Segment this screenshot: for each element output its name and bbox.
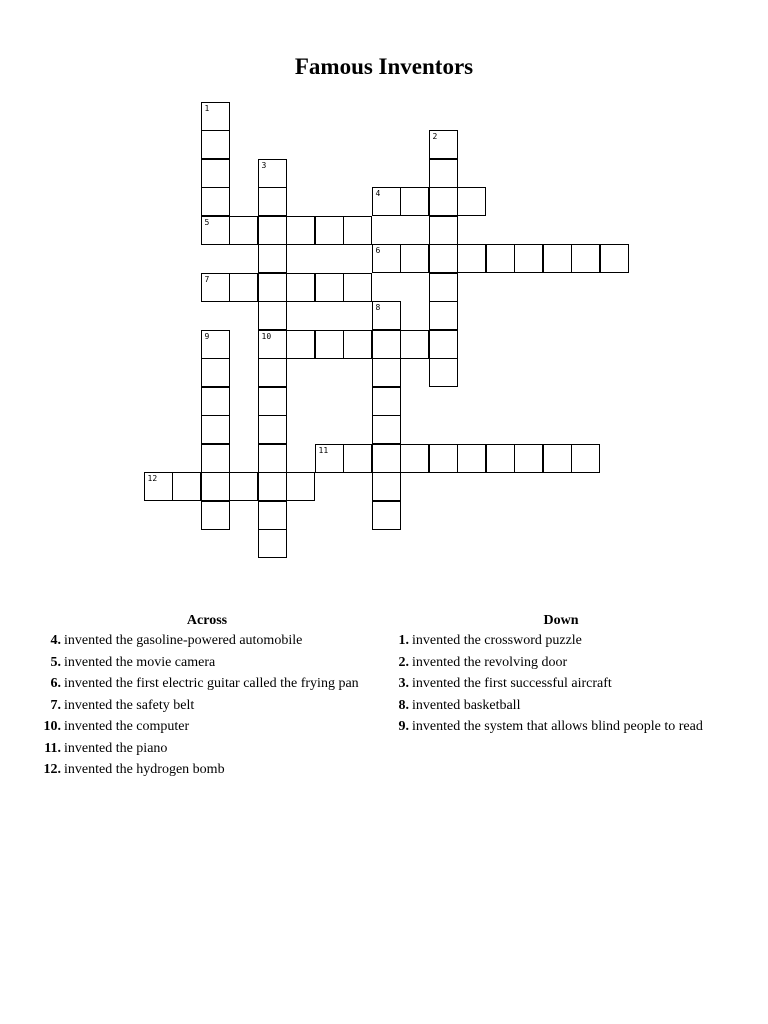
grid-cell[interactable] [457, 187, 486, 216]
grid-cell[interactable] [514, 244, 543, 273]
clue-number: 6. [50, 676, 61, 691]
down-heading: Down [543, 613, 579, 628]
clue-down-8 [388, 697, 738, 715]
grid-cell[interactable] [343, 330, 372, 359]
clue-across-10 [40, 718, 365, 736]
grid-cell[interactable] [571, 444, 600, 473]
clue-down-3 [388, 675, 738, 693]
grid-cell[interactable] [315, 330, 344, 359]
grid-cell[interactable] [229, 273, 258, 302]
grid-cell[interactable] [201, 273, 230, 302]
grid-cell[interactable] [144, 472, 173, 501]
grid-cell[interactable] [201, 472, 230, 501]
grid-cell[interactable] [372, 472, 401, 501]
grid-cell[interactable] [258, 244, 287, 273]
clue-across-11 [40, 740, 365, 758]
grid-cell[interactable] [201, 159, 230, 188]
cell-number: 2 [432, 132, 438, 141]
grid-cell[interactable] [400, 330, 429, 359]
clue-across-7 [40, 697, 365, 715]
cell-number: 8 [375, 303, 381, 312]
grid-cell[interactable] [372, 330, 401, 359]
cell-number: 6 [375, 246, 381, 255]
clue-text: invented the movie camera [64, 654, 216, 670]
grid-cell[interactable] [201, 444, 230, 473]
clue-down-9 [388, 718, 738, 736]
grid-cell[interactable] [400, 444, 429, 473]
clue-number: 7. [50, 697, 61, 713]
grid-cell[interactable] [457, 444, 486, 473]
clue-text: invented the gasoline-powered automobile [64, 633, 303, 648]
grid-cell[interactable] [315, 216, 344, 245]
grid-cell[interactable] [258, 330, 287, 359]
grid-cell[interactable] [372, 358, 401, 387]
grid-cell[interactable] [429, 244, 458, 273]
grid-cell[interactable] [429, 130, 458, 159]
grid-cell[interactable] [258, 358, 287, 387]
grid-cell[interactable] [258, 387, 287, 416]
grid-cell[interactable] [343, 444, 372, 473]
clue-text: invented the revolving door [412, 654, 568, 670]
clue-across-6 [40, 675, 365, 693]
grid-cell[interactable] [429, 330, 458, 359]
clue-number: 12. [43, 762, 61, 777]
grid-cell[interactable] [315, 273, 344, 302]
clue-text: invented the hydrogen bomb [64, 762, 225, 777]
cell-number: 10 [261, 331, 272, 341]
grid-cell[interactable] [258, 529, 287, 558]
grid-cell[interactable] [201, 187, 230, 216]
clue-across-12 [40, 761, 365, 779]
grid-cell[interactable] [343, 216, 372, 245]
grid-cell[interactable] [372, 387, 401, 416]
clue-across-5 [40, 654, 365, 672]
grid-cell[interactable] [400, 187, 429, 216]
cell-number: 11 [318, 445, 329, 455]
clue-number: 3. [398, 676, 409, 691]
grid-cell[interactable] [543, 444, 572, 473]
grid-cell[interactable] [286, 273, 315, 302]
clue-number: 11. [44, 740, 61, 756]
grid-cell[interactable] [258, 415, 287, 444]
grid-cell[interactable] [486, 444, 515, 473]
clue-number: 4. [50, 633, 61, 648]
grid-cell[interactable] [201, 216, 230, 245]
grid-cell[interactable] [201, 358, 230, 387]
grid-cell[interactable] [315, 444, 344, 473]
clue-number: 2. [398, 654, 409, 670]
grid-cell[interactable] [286, 216, 315, 245]
grid-cell[interactable] [258, 273, 287, 302]
grid-cell[interactable] [457, 244, 486, 273]
grid-cell[interactable] [201, 130, 230, 159]
clue-number: 9. [398, 719, 409, 734]
grid-cell[interactable] [201, 501, 230, 530]
grid-cell[interactable] [258, 444, 287, 473]
grid-cell[interactable] [258, 159, 287, 188]
grid-cell[interactable] [372, 501, 401, 530]
across-heading: Across [186, 613, 228, 628]
cell-number: 3 [261, 160, 267, 170]
clue-number: 1. [398, 633, 409, 648]
clue-text: invented the crossword puzzle [412, 633, 582, 648]
clue-text: invented the computer [64, 719, 190, 734]
clue-number: 10. [43, 719, 61, 734]
grid-cell[interactable] [343, 273, 372, 302]
clue-down-2 [388, 654, 738, 672]
grid-cell[interactable] [372, 301, 401, 330]
clue-text: invented the system that allows blind people to read [412, 719, 703, 734]
grid-cell[interactable] [400, 244, 429, 273]
grid-cell[interactable] [258, 472, 287, 501]
clue-text: invented the first electric guitar called the frying pan [64, 676, 359, 691]
cell-number: 5 [204, 217, 210, 227]
grid-cell[interactable] [429, 358, 458, 387]
grid-cell[interactable] [543, 244, 572, 273]
across-clues [40, 612, 365, 783]
grid-cell[interactable] [201, 330, 230, 359]
clue-across-4 [40, 632, 365, 650]
puzzle-title: Famous Inventors [294, 54, 474, 79]
grid-cell[interactable] [229, 216, 258, 245]
grid-cell[interactable] [258, 216, 287, 245]
grid-cell[interactable] [429, 444, 458, 473]
down-clues [388, 612, 738, 740]
grid-cell[interactable] [372, 187, 401, 216]
grid-cell[interactable] [372, 444, 401, 473]
grid-cell[interactable] [486, 244, 515, 273]
grid-cell[interactable] [258, 501, 287, 530]
grid-cell[interactable] [429, 187, 458, 216]
grid-cell[interactable] [571, 244, 600, 273]
cell-number: 7 [204, 274, 210, 284]
grid-cell[interactable] [429, 301, 458, 330]
cell-number: 1 [204, 103, 210, 113]
grid-cell[interactable] [372, 415, 401, 444]
clue-number: 8. [398, 697, 409, 713]
grid-cell[interactable] [286, 330, 315, 359]
grid-cell[interactable] [429, 216, 458, 245]
grid-cell[interactable] [600, 244, 629, 273]
clue-text: invented the first successful aircraft [412, 676, 612, 691]
grid-cell[interactable] [514, 444, 543, 473]
cell-number: 9 [204, 331, 210, 341]
grid-cell[interactable] [429, 159, 458, 188]
clue-text: invented the piano [64, 740, 168, 756]
cell-number: 4 [375, 189, 381, 198]
grid-cell[interactable] [258, 301, 287, 330]
grid-cell[interactable] [201, 415, 230, 444]
grid-cell[interactable] [372, 244, 401, 273]
grid-cell[interactable] [172, 472, 201, 501]
grid-cell[interactable] [258, 187, 287, 216]
grid-cell[interactable] [201, 102, 230, 131]
cell-number: 12 [147, 474, 158, 483]
grid-cell[interactable] [201, 387, 230, 416]
grid-cell[interactable] [286, 472, 315, 501]
grid-cell[interactable] [429, 273, 458, 302]
clue-number: 5. [50, 654, 61, 670]
clue-text: invented the safety belt [64, 697, 195, 713]
clue-down-1 [388, 632, 738, 650]
clue-text: invented basketball [412, 697, 521, 713]
grid-cell[interactable] [229, 472, 258, 501]
